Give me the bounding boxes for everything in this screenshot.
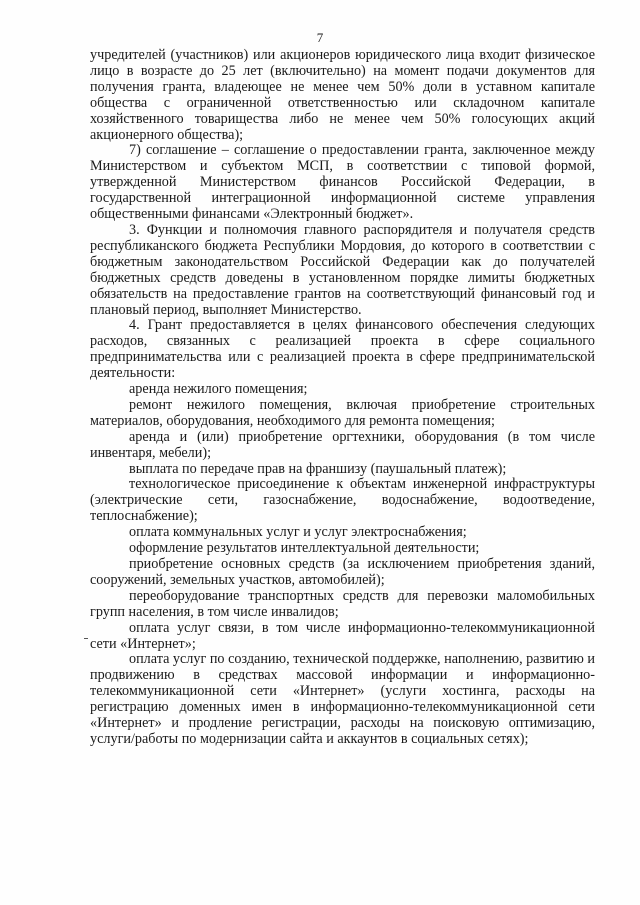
- paragraph-section-3: 3. Функции и полномочия главного распорядителя и получателя средств республиканского бюджета Республики Мордовия, до которого в соответствии с бюджетным законодательством Российской Федерации как до получателей бюджетных средств доведены в установленном порядке лимиты бюджетных обязательств на предоставление грантов на соответствующий финансовый год и плановый период, выполняет Министерство.: [90, 221, 595, 318]
- page-number: 7: [316, 30, 324, 45]
- list-item-repair: ремонт нежилого помещения, включая приобретение строительных материалов, оборудования, необходимого для ремонта помещения;: [90, 396, 595, 429]
- list-item-rent: аренда нежилого помещения;: [129, 381, 308, 398]
- list-item-utilities: оплата коммунальных услуг и услуг электроснабжения;: [129, 524, 467, 541]
- list-item-vehicle-conversion: переоборудование транспортных средств для перевозки маломобильных групп населения, в том числе инвалидов;: [90, 587, 595, 620]
- document-body: [90, 48, 595, 748]
- paragraph-section-4: 4. Грант предоставляется в целях финансового обеспечения следующих расходов, связанных с реализацией проекта в сфере социального предпринимательства или с реализацией проекта в сфере предпринимательской деятельности:: [90, 317, 595, 382]
- list-item-internet-services: оплата услуг по созданию, технической поддержке, наполнению, развитию и продвижению в средствах массовой информации и информационно-телекоммуникационной сети «Интернет» (услуги хостинга, расходы на регистрацию доменных имен в информационно-телекоммуникационной сети «Интернет» и продление регистрации, расходы на поисковую оптимизацию, услуги/работы по модернизации сайта и аккаунтов в социальных сетях);: [90, 651, 595, 747]
- list-item-fixed-assets: приобретение основных средств (за исключением приобретения зданий, сооружений, земельных участков, автомобилей);: [90, 556, 595, 588]
- list-item-communication: оплата услуг связи, в том числе информационно-телекоммуникационной сети «Интернет»;: [90, 619, 595, 652]
- list-item-ip: оформление результатов интеллектуальной деятельности;: [129, 540, 480, 557]
- paragraph-continuation: учредителей (участников) или акционеров юридического лица входит физическое лицо в возрасте до 25 лет (включительно) на момент подачи документов для получения гранта, владеющее не менее чем 50% доли в уставном капитале общества с ограниченной ответственностью или складочном капитале хозяйственного товарищества либо не менее чем 50% голосующих акций акционерного общества);: [90, 47, 595, 143]
- paragraph-item-7-agreement: 7) соглашение – соглашение о предоставлении гранта, заключенное между Министерством и субъектом МСП, в соответствии с типовой формой, утвержденной Министерством финансов Российской Федерации, в государственной интеграционной информационной системе управления общественными финансами «Электронный бюджет».: [90, 142, 595, 223]
- scan-mark: [84, 638, 88, 639]
- list-item-office-equipment: аренда и (или) приобретение оргтехники, оборудования (в том числе инвентаря, мебели);: [90, 428, 595, 461]
- list-item-tech-connection: технологическое присоединение к объектам инженерной инфраструктуры (электрические сети, газоснабжение, водоснабжение, водоотведение, теплоснабжение);: [90, 476, 595, 525]
- list-item-franchise: выплата по передаче прав на франшизу (паушальный платеж);: [129, 460, 507, 477]
